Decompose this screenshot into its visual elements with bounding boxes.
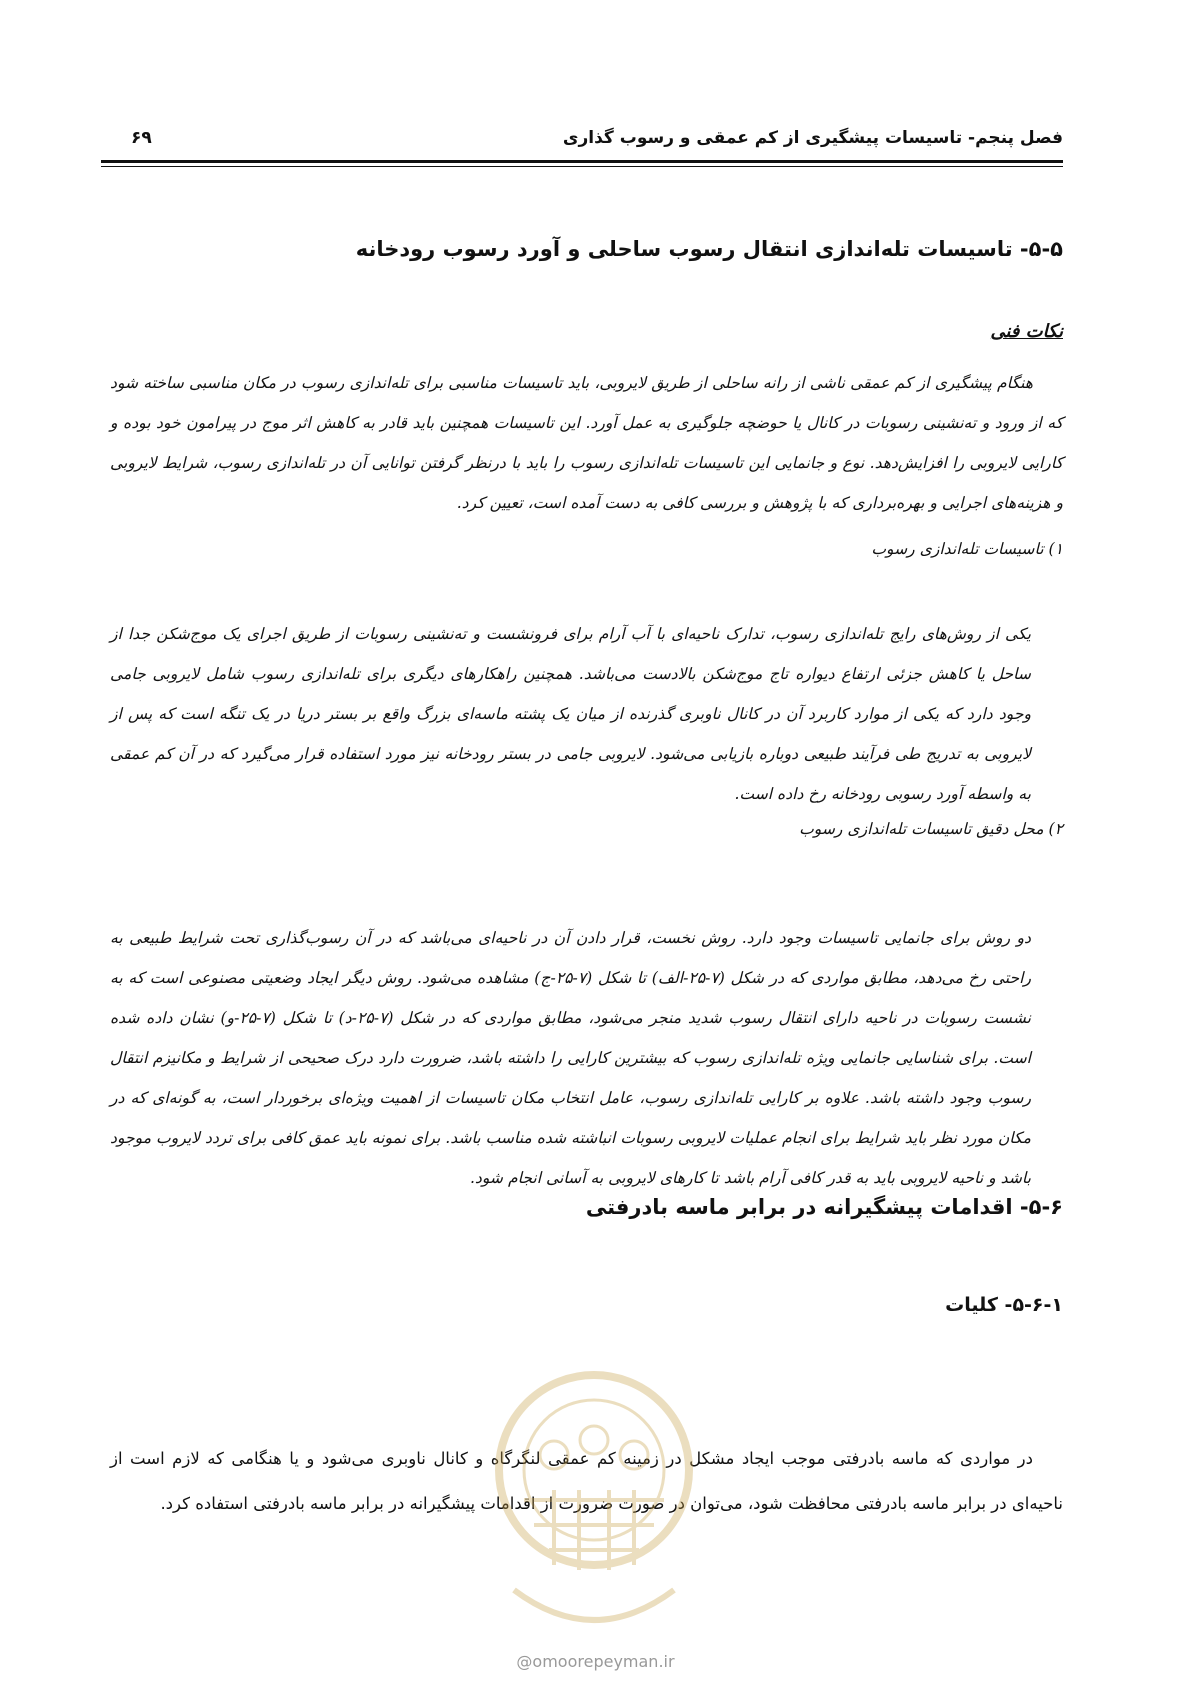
item-1-paragraph: یکی از روش‌های رایج تله‌اندازی رسوب، تدارک ناحیه‌ای با آب آرام برای فرونشست و ته‌نشینی رسوبات از طریق اجرای یک موج‌شکن جدا از ساحل یا کاهش جزئی ارتفاع دیواره تاج موج‌شکن بالادست می‌باشد. همچنین راهکارهای دیگری برای تله‌اندازی رسوب شامل لایروبی جامی وجود دارد که یکی از موارد کاربرد آن در کانال ناوبری گذرنده از میان یک پشته ماسه‌ای بزرگ واقع بر بستر دریا در یک تنگه است که پس از لایروبی به تدریج طی فرآیند طبیعی دوباره بازیابی می‌شود. لایروبی جامی در بستر رودخانه نیز مورد استفاده قرار می‌گیرد که در آن کم عمقی به واسطه آورد رسوبی رودخانه رخ داده است. <box>110 625 1031 803</box>
chapter-title: فصل پنجم- تاسیسات پیشگیری از کم عمقی و رسوب گذاری <box>562 128 1063 148</box>
header-rule-thick <box>101 160 1063 163</box>
item-2-title: ۲) محل دقیق تاسیسات تله‌اندازی رسوب <box>799 820 1063 838</box>
tech-notes-label: نکات فنی <box>990 321 1063 342</box>
sub-heading-5-6-1: ۵-۶-۱- کلیات <box>945 1294 1063 1316</box>
item-2-paragraph: دو روش برای جانمایی تاسیسات وجود دارد. روش نخست، قرار دادن آن در ناحیه‌ای می‌باشد که در آن رسوب‌گذاری تحت شرایط طبیعی به راحتی رخ می‌دهد، مطابق مواردی که در شکل (۷-۲۵-الف) تا شکل (۷-۲۵-ج) مشاهده می‌شود. روش دیگر ایجاد وضعیتی مصنوعی است که به نشست رسوبات در ناحیه دارای انتقال رسوب شدید منجر می‌شود، مطابق مواردی که در شکل (۷-۲۵-د) تا شکل (۷-۲۵-و) نشان داده شده است. برای شناسایی جانمایی ویژه تله‌اندازی رسوب که بیشترین کارایی را داشته باشد، ضرورت دارد درک صحیحی از شرایط و مکانیزم انتقال رسوب وجود داشته باشد. علاوه بر کارایی تله‌اندازی رسوب، عامل انتخاب مکان تاسیسات از اهمیت ویژه‌ای برخوردار است، به گونه‌ای که در مکان مورد نظر باید شرایط برای انجام عملیات لایروبی رسوبات انباشته شده مناسب باشد. برای نمونه باید عمق کافی برای تردد لایروب موجود باشد و ناحیه لایروبی باید به قدر کافی آرام باشد تا کارهای لایروبی به آسانی انجام شود. <box>110 929 1031 1187</box>
page-number: ۶۹ <box>131 128 152 148</box>
section-heading-5-6: ۵-۶- اقدامات پیشگیرانه در برابر ماسه بادرفتی <box>585 1195 1063 1219</box>
section-heading-5-5: ۵-۵- تاسیسات تله‌اندازی انتقال رسوب ساحلی و آورد رسوب رودخانه <box>355 237 1063 261</box>
item-1-title: ۱) تاسیسات تله‌اندازی رسوب <box>871 540 1063 558</box>
running-header <box>101 128 1063 154</box>
watermark-logo <box>479 1350 709 1640</box>
intro-paragraph: هنگام پیشگیری از کم عمقی ناشی از رانه ساحلی از طریق لایروبی، باید تاسیسات مناسبی برای تله‌اندازی رسوب در مکان مناسبی ساخته شود که از ورود و ته‌نشینی رسوبات در کانال یا حوضچه جلوگیری به عمل آورد. این تاسیسات همچنین باید قادر به کاهش اثر موج در پیرامون خود بوده و کارایی لایروبی را افزایش‌دهد. نوع و جانمایی این تاسیسات تله‌اندازی رسوب را باید با درنظر گرفتن توانایی آن در تله‌اندازی رسوب، شرایط لایروبی و هزینه‌های اجرایی و بهره‌برداری که با پژوهش و بررسی کافی به دست آمده است، تعیین کرد. <box>110 374 1063 512</box>
general-paragraph: در مواردی که ماسه بادرفتی موجب ایجاد مشکل در زمینه کم عمقی لنگرگاه و کانال ناوبری می‌شود و یا هنگامی که لازم است از ناحیه‌ای در برابر ماسه بادرفتی محافظت شود، می‌توان در صورت ضرورت از اقدامات پیشگیرانه در برابر ماسه بادرفتی استفاده کرد. <box>110 1449 1063 1513</box>
header-rule-thin <box>101 166 1063 167</box>
watermark-text: @omoorepeyman.ir <box>516 1652 675 1671</box>
